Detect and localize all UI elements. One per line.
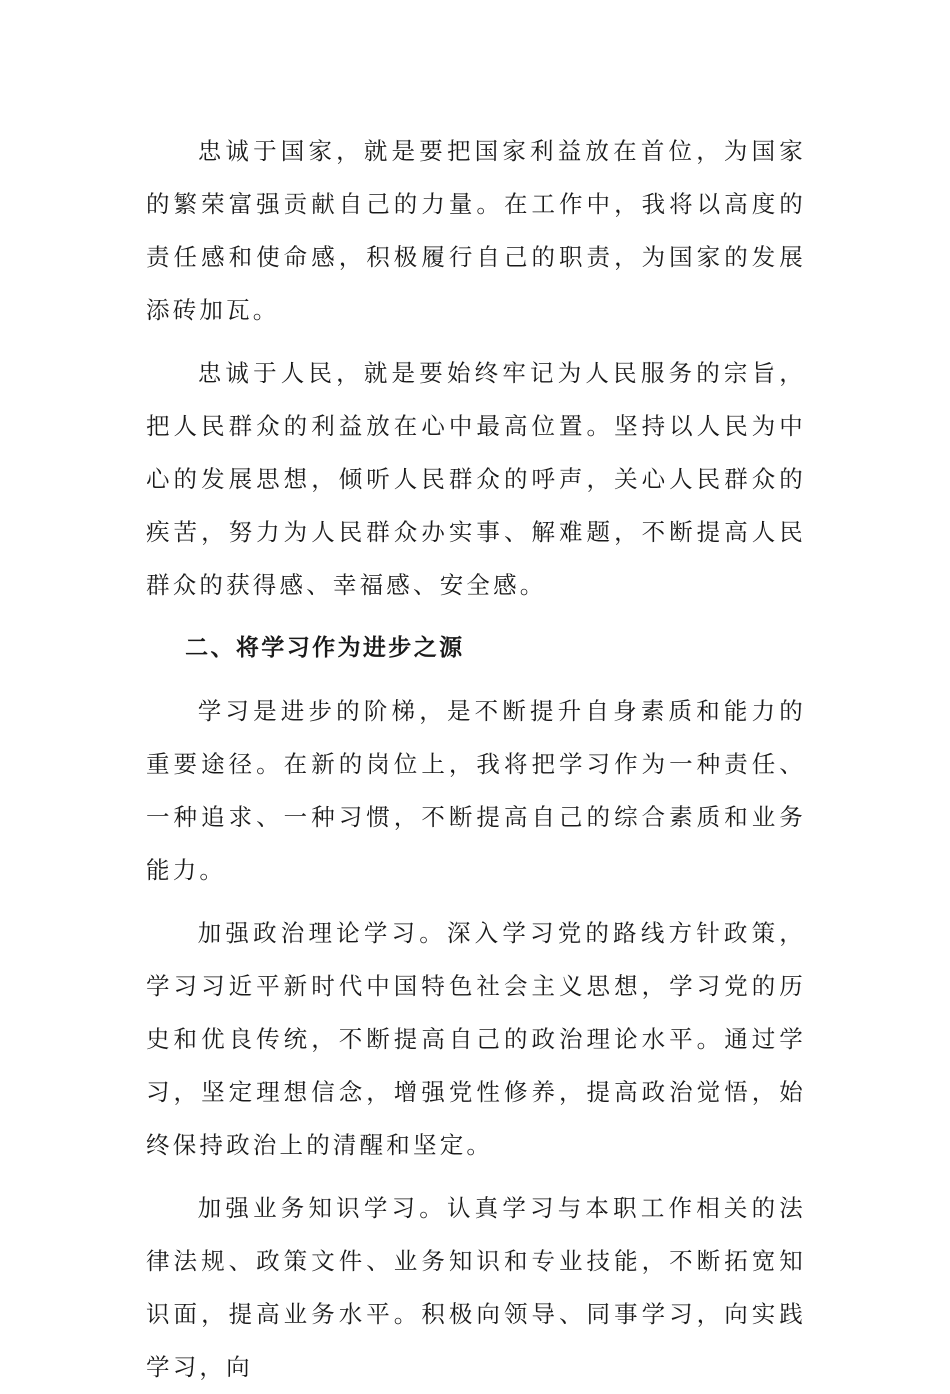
- paragraph-business-knowledge: 加强业务知识学习。认真学习与本职工作相关的法律法规、政策文件、业务知识和专业技能，不断拓宽知识面，提高业务水平。积极向领导、同事学习，向实践学习，向: [146, 1194, 806, 1381]
- paragraph-learning-intro: 学习是进步的阶梯，是不断提升自身素质和能力的重要途径。在新的岗位上，我将把学习作为一种责任、一种追求、一种习惯，不断提高自己的综合素质和业务能力。: [146, 697, 806, 884]
- paragraph-loyal-to-country: 忠诚于国家，就是要把国家利益放在首位，为国家的繁荣富强贡献自己的力量。在工作中，我将以高度的责任感和使命感，积极履行自己的职责，为国家的发展添砖加瓦。: [146, 137, 806, 324]
- document-page: [146, 125, 806, 1394]
- section-heading: 二、将学习作为进步之源: [185, 635, 465, 661]
- paragraph-loyal-to-people: 忠诚于人民，就是要始终牢记为人民服务的宗旨，把人民群众的利益放在心中最高位置。坚持以人民为中心的发展思想，倾听人民群众的呼声，关心人民群众的疾苦，努力为人民群众办实事、解难题，不断提高人民群众的获得感、幸福感、安全感。: [146, 359, 806, 599]
- paragraph-political-theory: 加强政治理论学习。深入学习党的路线方针政策，学习习近平新时代中国特色社会主义思想，学习党的历史和优良传统，不断提高自己的政治理论水平。通过学习，坚定理想信念，增强党性修养，提高政治觉悟，始终保持政治上的清醒和坚定。: [146, 919, 806, 1159]
